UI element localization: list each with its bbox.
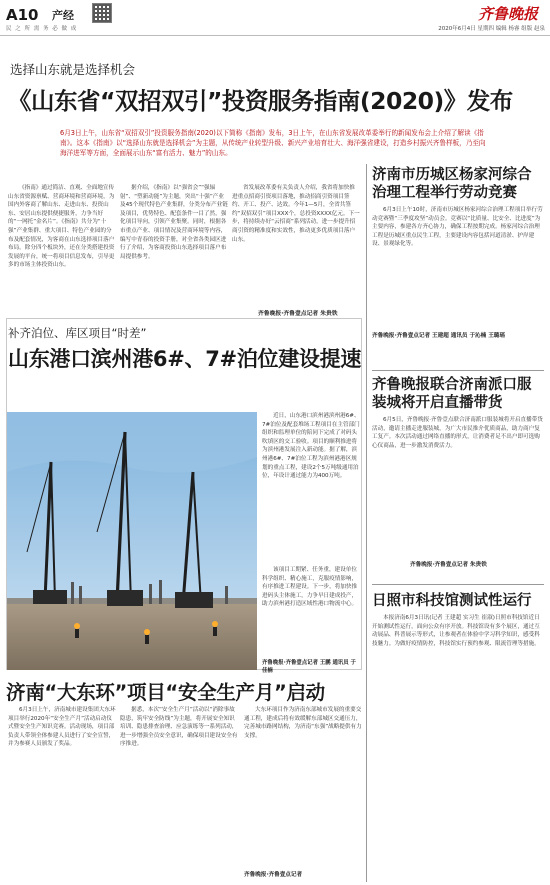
newspaper-logo: 齐鲁晚报 bbox=[478, 5, 539, 23]
qr-code-icon bbox=[92, 3, 112, 23]
ddh-col3-text: 大东环项目作为济南东部城市发展的重要交通工程，建成后将有效缓解东部城区交通压力，完善城市路网结构，为济南“东强”战略提供有力支撑。 bbox=[244, 707, 362, 739]
lead-col1-text: 《指南》通过简洁、直观、全面地宣传山东省资源禀赋、营商环境和营商环境，为国内外客商了解山东、走进山东、投资山东、安居山东提供便捷服务，力争当好的“一网托”金名片”。《指南》共分为“十强”产业集群、重大项目、特色产业园的分布及配套情况，为客商在山东选择项目落户布局。除分四个板块外，还在分类搭建投资发展的平台，统一将项目信息发布，引导更多的市场主体投资山东。 bbox=[8, 185, 115, 269]
lead-column-3 bbox=[232, 184, 360, 314]
port-kicker: 补齐泊位、库区项目“时差” bbox=[8, 326, 147, 340]
masthead-slogan: 民 之 所 需 务 必 做 成 bbox=[6, 26, 78, 32]
port-column-2 bbox=[262, 566, 360, 656]
lead-byline: 齐鲁晚报·齐鲁壹点记者 朱贵铁 bbox=[258, 311, 338, 317]
lead-col2-text: 据介绍，《指南》以“强省会”“强辐射”、“塑新动能”为主题，突出“十强”产业及45个现代特色产业集群，分类分布产业链及项目，优势特色、配套条件一目了然，强化项目导向，引领产业集聚。同时，根据各市重点产业、项目情况及营商环境等内容，编写中青春的投资手册，对全省各类园区进行了介绍，为客商投资山东选择项目落户布局提供参考。 bbox=[120, 185, 228, 260]
right-article-2-text: 6月5日，齐鲁晚报·齐鲁壹点联合济南派口服装城将开启直播带货活动，邀请主播走进服装城，为广大市民推介优质商品，助力商户复工复产。本次活动通过网络直播的形式，让消费者足不出户即可选购心仪商品，进一步激发消费活力。 bbox=[372, 417, 543, 449]
lead-headline: 《山东省“双招双引”投资服务指南(2020)》发布 bbox=[8, 87, 513, 115]
right-article-1-text: 6月3日上午10时，济南市历城区杨家河综合治理工程项目举行劳动竞赛暨“三季度攻坚”动员会。竞赛以“比质量、比安全、比进度”为主要内容，参建各方齐心协力，确保工程按期完成。杨家河综合治理工程是历城区重点民生工程，主要建设内容包括河道清淤、护岸建设、景观绿化等。 bbox=[372, 207, 543, 248]
lead-column-2 bbox=[120, 184, 228, 314]
right-article-3-body bbox=[372, 614, 544, 882]
ddh-byline: 齐鲁晚报·齐鲁壹点记者 bbox=[244, 872, 303, 878]
lead-col3-text: 省发展改革委有关负责人介绍，我省将加快推进重点招商引资项目落地，推动招商引资项目签约、开工、投产、达效。今年1—5月，全省共签约“双招双引”项目XXX个，总投资XXXX亿元。下一步，将持续办好“云招商”系列活动，进一步提升招商引资的精准度和实效性，推动更多优质项目落户山东。 bbox=[232, 185, 360, 243]
column-divider bbox=[366, 164, 367, 882]
right-article-1-body bbox=[372, 206, 544, 326]
right-article-1-headline: 济南市历城区杨家河综合治理工程举行劳动竞赛 bbox=[372, 167, 532, 201]
lead-column-1 bbox=[8, 184, 116, 314]
ddh-column-3 bbox=[244, 706, 362, 866]
date-line: 2020年6月4日 星期四 编辑 杨睿 组版 赵泉 bbox=[438, 26, 545, 32]
ddh-column-1 bbox=[8, 706, 116, 882]
ddh-headline: 济南“大东环”项目“安全生产月”启动 bbox=[6, 681, 325, 704]
port-headline: 山东港口滨州港6#、7#泊位建设提速 bbox=[8, 347, 362, 371]
right-article-2-headline: 齐鲁晚报联合济南派口服装城将开启直播带货 bbox=[372, 377, 532, 411]
right-article-3-text: 本报济南6月3日讯(记者 王建超 实习生 崔淑)日照市科技馆近日开始测试性运行，面向公众有序开放。科技馆设有多个展区，通过互动展品、科普展示等形式，让参观者在体验中学习科学知识，感受科技魅力。为做好疫情防控，科技馆实行预约参观、限流管理等措施。 bbox=[372, 615, 540, 647]
port-text-1: 近日，山东港口滨州港滨州港6#、7#泊位及配套堆场工程项目在主管部门组织和监理单位的陪同下完成了对码头吹填区的交工验收。项目的顺利推进将为滨州港发展注入新动能。据了解，滨州港6#、7#泊位工程为滨州港港区规划的重点工程，建设2个5万吨级通用泊位，年设计通过能力为400万吨。 bbox=[262, 413, 360, 480]
right-article-1-byline: 齐鲁晚报·齐鲁壹点记者 王建超 通讯员 于沁楠 王璐瑶 bbox=[372, 333, 505, 339]
page-number: A10 bbox=[6, 6, 39, 24]
port-column-1 bbox=[262, 412, 360, 562]
right-article-2-body bbox=[372, 416, 544, 562]
ddh-col2-text: 据悉，本次“安全生产月”活动以“消除事故隐患，筑牢安全防线”为主题，将开展安全知识培训、隐患排查治理、应急演练等一系列活动，进一步增强全员安全意识，确保项目建设安全有序推进。 bbox=[120, 707, 238, 748]
ddh-col1-text: 6月3日上午，济南城市建设集团大东环项目举行2020年“安全生产月”活动启动仪式暨安全生产知识竞赛。活动现场，项目部负责人带领全体参建人员进行了安全宣誓，并为参赛人员颁发了奖品。 bbox=[8, 707, 116, 748]
article-divider bbox=[372, 584, 544, 585]
port-text-2: 该项目工期紧、任务重，建设单位科学组织、精心施工，克服疫情影响，有序推进工程建设。下一步，将加快推进码头主体施工，力争早日建成投产，助力滨州港打造区域性港口物流中心。 bbox=[262, 567, 358, 608]
ddh-column-2 bbox=[120, 706, 238, 882]
lead-summary: 6月3日上午，山东省“双招双引”投资服务指南(2020)以下简称《指南》发布，3日上午，在山东省发展改革委举行的新闻发布会上介绍了解读《指南》。这本《指南》以“选择山东就是选择机会”为主题，从传统产业转型升级、新兴产业培育壮大、海洋强省建设，打造乡村振兴齐鲁样板，乃至向海洋进军等方面，全面展示山东“富有活力、魅力”的山东。 bbox=[60, 129, 486, 157]
lead-kicker: 选择山东就是选择机会 bbox=[10, 62, 136, 77]
port-construction-photo bbox=[7, 412, 257, 670]
article-divider bbox=[372, 370, 544, 371]
right-article-3-headline: 日照市科技馆测试性运行 bbox=[372, 593, 532, 609]
section-name: 产经 bbox=[52, 9, 74, 22]
right-article-2-byline: 齐鲁晚报·齐鲁壹点记者 朱贵铁 bbox=[410, 562, 487, 568]
port-byline: 齐鲁晚报·齐鲁壹点记者 王鹏 通讯员 于佳楠 bbox=[262, 660, 356, 674]
